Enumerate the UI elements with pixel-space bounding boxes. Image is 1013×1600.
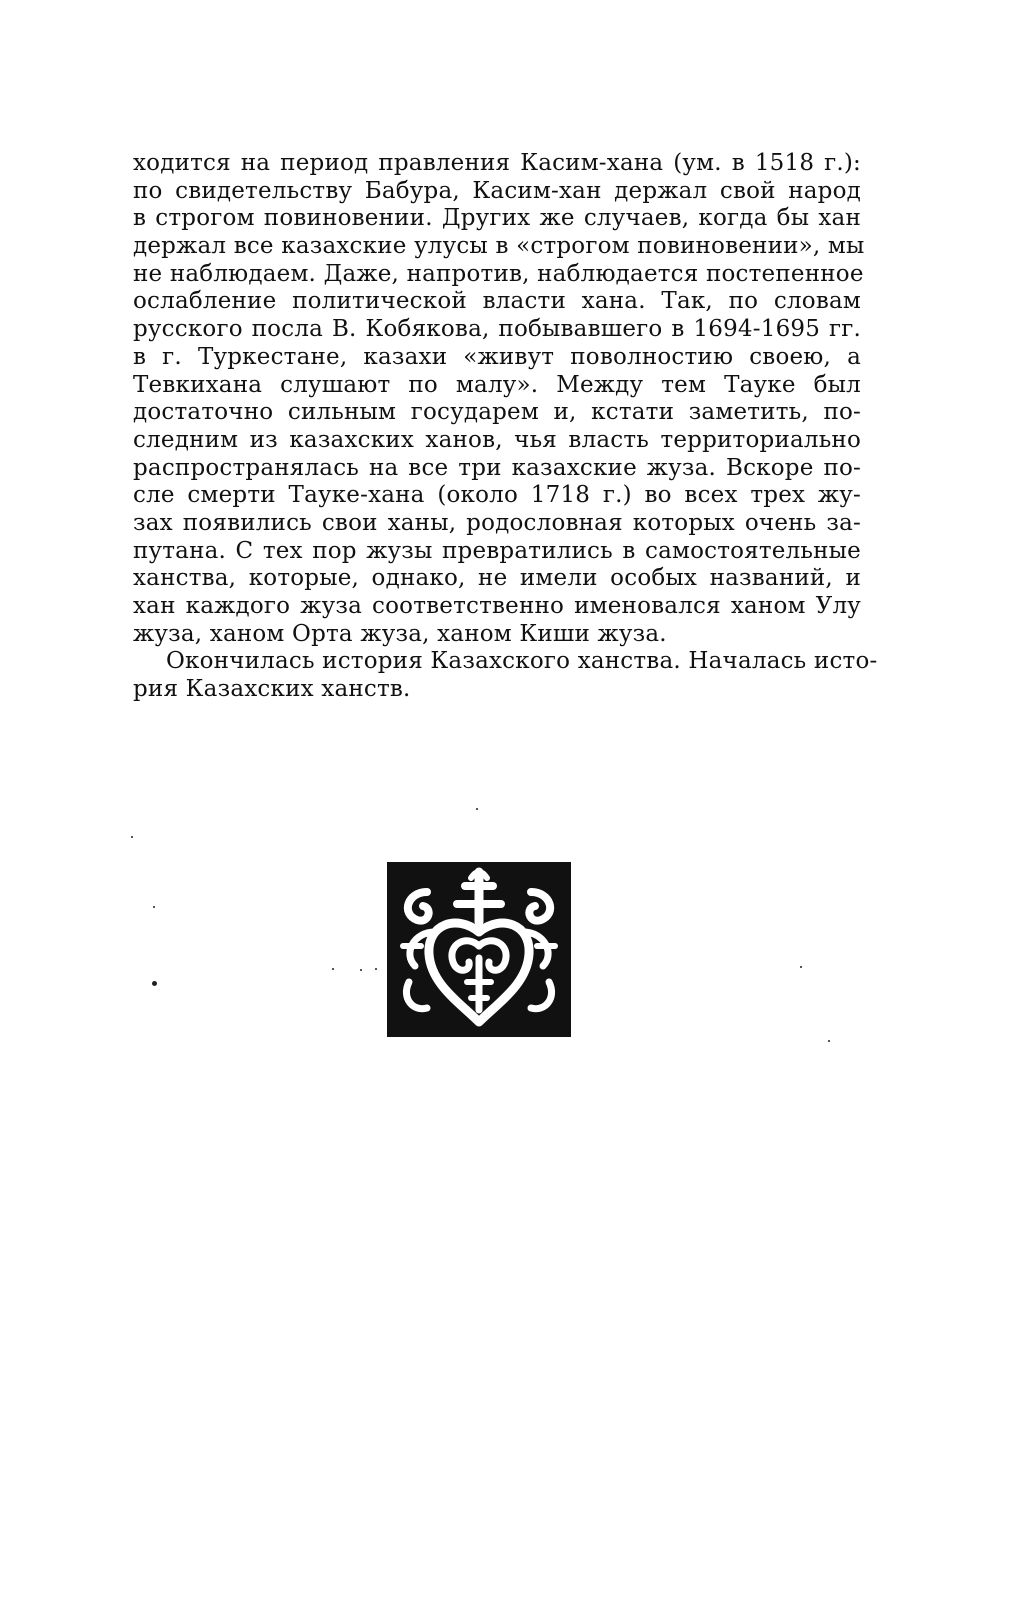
text-line: не наблюдаем. Даже, напротив, наблюдается постепенное bbox=[133, 260, 864, 287]
text-line: сле смерти Тауке-хана (около 1718 г.) во всех трех жу- bbox=[133, 482, 861, 509]
print-speck bbox=[153, 906, 155, 908]
text-line: Окончилась история Казахского ханства. Началась исто- bbox=[166, 648, 878, 675]
text-line: хан каждого жуза соответственно именовался ханом Улу bbox=[133, 593, 861, 619]
print-speck bbox=[332, 968, 334, 970]
paragraph-2 bbox=[133, 648, 878, 703]
text-line: держал все казахские улусы в «строгом повиновении», мы bbox=[133, 233, 865, 260]
text-line: зах появились свои ханы, родословная которых очень за- bbox=[133, 509, 861, 536]
body-text bbox=[133, 150, 878, 704]
text-line: жуза, ханом Орта жуза, ханом Киши жуза. bbox=[133, 620, 667, 647]
print-speck bbox=[152, 981, 157, 986]
kazakh-ornament-icon bbox=[387, 862, 571, 1037]
paragraph-1 bbox=[133, 150, 865, 648]
print-speck bbox=[131, 836, 133, 838]
text-line: в строгом повиновении. Других же случаев, когда бы хан bbox=[133, 205, 861, 232]
print-speck bbox=[375, 968, 377, 970]
text-line: ослабление политической власти хана. Так, по словам bbox=[133, 288, 861, 315]
text-line: распространялась на все три казахские жуза. Вскоре по- bbox=[133, 454, 861, 481]
print-speck bbox=[360, 969, 362, 971]
print-speck bbox=[800, 966, 802, 968]
text-line: путана. С тех пор жузы превратились в самостоятельные bbox=[133, 537, 861, 564]
text-line: ханства, которые, однако, не имели особых названий, и bbox=[133, 565, 861, 592]
text-line: по свидетельству Бабура, Касим-хан держал свой народ bbox=[133, 177, 861, 204]
text-line: ходится на период правления Касим-хана (ум. в 1518 г.): bbox=[133, 150, 861, 176]
text-line: русского посла В. Кобякова, побывавшего в 1694-1695 гг. bbox=[133, 316, 861, 343]
text-line: достаточно сильным государем и, кстати заметить, по- bbox=[133, 399, 861, 426]
text-line: Тевкихана слушают по малу». Между тем Тауке был bbox=[133, 371, 861, 398]
text-line: рия Казахских ханств. bbox=[133, 676, 411, 703]
text-line: в г. Туркестане, казахи «живут поволностию своею, а bbox=[133, 343, 861, 370]
print-speck bbox=[828, 1040, 830, 1042]
print-speck bbox=[476, 808, 478, 810]
text-line: следним из казахских ханов, чья власть территориально bbox=[133, 426, 861, 453]
